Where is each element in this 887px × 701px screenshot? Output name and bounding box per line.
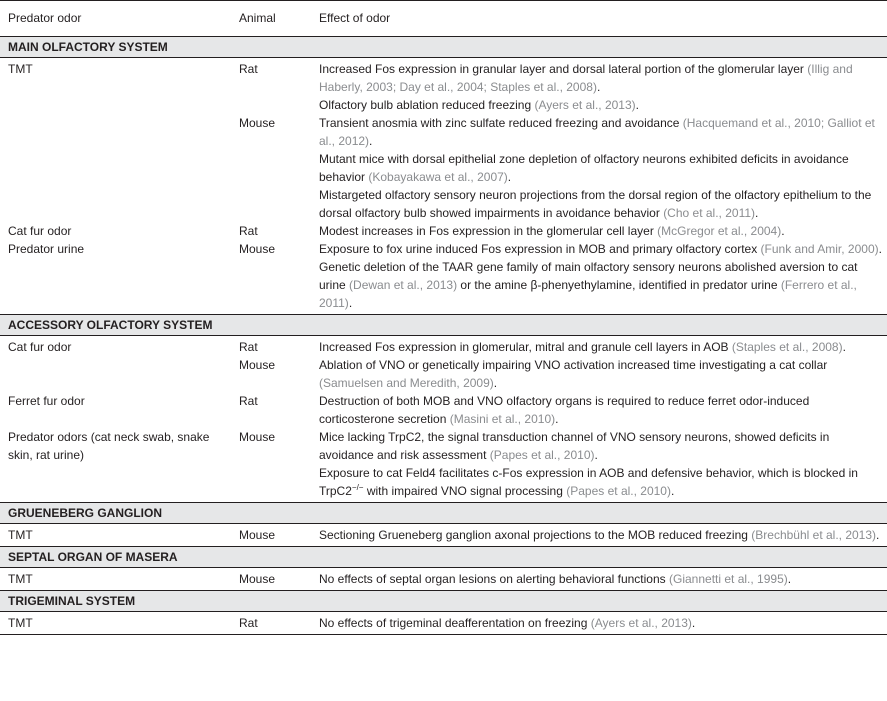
effect-text: . [348, 296, 353, 310]
header-animal: Animal [235, 1, 315, 37]
cell-predator-odor: Predator odors (cat neck swab, snake skin, rat urine) [8, 430, 210, 462]
cell-effect [315, 336, 887, 357]
citation: (Brechbühl et al., 2013) [751, 528, 877, 542]
cell-predator-odor: TMT [0, 612, 235, 635]
citation: (Hacquemand et al., 2010; Galliot et al., 2012) [319, 116, 875, 148]
genotype-superscript: −/− [351, 483, 364, 492]
table-row [0, 336, 887, 357]
table-body [0, 37, 887, 635]
effect-statement [319, 222, 883, 240]
effect-text: Mutant mice with dorsal epithelial zone depletion of olfactory neurons exhibited deficits in avoidance behavior [319, 152, 849, 184]
section-title: MAIN OLFACTORY SYSTEM [0, 37, 887, 58]
table-row [0, 58, 887, 115]
citation: (Ferrero et al., 2011) [319, 278, 857, 310]
effect-statement [319, 526, 883, 544]
citation: (Funk and Amir, 2000) [760, 242, 879, 256]
citation: (Giannetti et al., 1995) [669, 572, 788, 586]
citation: (Dewan et al., 2013) [349, 278, 458, 292]
cell-predator-odor: TMT [8, 62, 33, 76]
effect-statement [319, 96, 883, 114]
section-header-row [0, 37, 887, 58]
table-row [0, 240, 887, 315]
effect-statement [319, 150, 883, 186]
effect-statement [319, 60, 883, 96]
effect-statement [319, 186, 883, 222]
effect-statement [319, 356, 883, 392]
effect-text: . [493, 376, 498, 390]
effect-text: . [755, 206, 759, 220]
cell-animal: Mouse [239, 430, 276, 444]
table-row [0, 428, 887, 503]
citation: (Papes et al., 2010) [566, 484, 671, 498]
effect-text: . [781, 224, 785, 238]
cell-effect [315, 392, 887, 428]
effect-text: Increased Fos expression in glomerular, mitral and granule cell layers in AOB [319, 340, 732, 354]
effect-text: Transient anosmia with zinc sulfate reduced freezing and avoidance [319, 116, 683, 130]
cell-animal: Mouse [239, 572, 276, 586]
effect-text: . [691, 616, 696, 630]
table-row [0, 222, 887, 240]
cell-predator-odor: Ferret fur odor [8, 394, 85, 408]
cell-effect [315, 222, 887, 240]
section-header-row [0, 547, 887, 568]
citation: (Staples et al., 2008) [731, 340, 843, 354]
citation: (Papes et al., 2010) [489, 448, 595, 462]
cell-animal: Mouse [239, 358, 276, 372]
effect-text: . [878, 242, 882, 256]
cell-predator-odor: TMT [8, 572, 33, 586]
cell-predator-odor: Predator urine [8, 242, 85, 256]
citation: (McGregor et al., 2004) [657, 224, 782, 238]
cell-effect [315, 428, 887, 503]
cell-predator-odor: TMT [8, 528, 33, 542]
effect-text: Mistargeted olfactory sensory neuron projections from the dorsal region of the olfactory epithelium to the dorsal olfactory bulb showed impairments in avoidance behavior [319, 188, 872, 220]
cell-animal: Mouse [239, 116, 276, 130]
cell-predator-odor: Cat fur odor [8, 340, 72, 354]
cell-predator-odor: Cat fur odor [8, 224, 72, 238]
section-header-row [0, 591, 887, 612]
cell-animal: Rat [235, 612, 315, 635]
effect-statement [319, 614, 883, 632]
table-row [0, 568, 887, 591]
citation: (Masini et al., 2010) [449, 412, 556, 426]
effect-statement [319, 392, 883, 428]
table-row [0, 114, 887, 222]
citation: (Samuelsen and Meredith, 2009) [319, 376, 494, 390]
effect-text: . [670, 484, 675, 498]
citation: (Cho et al., 2011) [663, 206, 756, 220]
effect-text: with impaired VNO signal processing [363, 484, 567, 498]
effect-text: . [787, 572, 792, 586]
effect-text: . [876, 528, 880, 542]
cell-effect [315, 568, 887, 591]
effect-text: . [635, 98, 639, 112]
cell-animal: Rat [239, 224, 258, 238]
header-effect: Effect of odor [315, 1, 887, 37]
table-row [0, 356, 887, 392]
effect-text: . [842, 340, 846, 354]
effect-text: Olfactory bulb ablation reduced freezing [319, 98, 535, 112]
effect-text: or the amine β-phenyethylamine, identified in predator urine [457, 278, 781, 292]
citation: (Ayers et al., 2013) [534, 98, 636, 112]
effect-statement [319, 114, 883, 150]
effect-text: No effects of trigeminal deafferentation on freezing [319, 616, 591, 630]
cell-effect [315, 356, 887, 392]
cell-effect [315, 58, 887, 115]
cell-animal: Rat [239, 340, 258, 354]
effect-statement [319, 258, 883, 312]
section-title: ACCESSORY OLFACTORY SYSTEM [0, 315, 887, 336]
effect-statement [319, 570, 883, 588]
cell-predator-odor [0, 114, 235, 222]
section-header-row [0, 315, 887, 336]
effect-statement [319, 428, 883, 464]
effect-text: . [596, 80, 601, 94]
section-title: SEPTAL ORGAN OF MASERA [0, 547, 887, 568]
effect-text: . [507, 170, 512, 184]
cell-animal: Rat [239, 62, 258, 76]
effect-text: . [594, 448, 598, 462]
header-predator-odor: Predator odor [0, 1, 235, 37]
effect-text: Exposure to fox urine induced Fos expression in MOB and primary olfactory cortex [319, 242, 761, 256]
effect-statement [319, 338, 883, 356]
citation: (Kobayakawa et al., 2007) [368, 170, 508, 184]
citation: (Ayers et al., 2013) [590, 616, 692, 630]
effect-text: Increased Fos expression in granular layer and dorsal lateral portion of the glomerular layer [319, 62, 808, 76]
table-header-row [0, 1, 887, 37]
table-row [0, 612, 887, 635]
effect-statement [319, 464, 883, 500]
table-row [0, 392, 887, 428]
effect-text: . [369, 134, 373, 148]
cell-effect [315, 524, 887, 547]
citation: (Illig and Haberly, 2003; Day et al., 2004; Staples et al., 2008) [319, 62, 853, 94]
effect-text: Ablation of VNO or genetically impairing VNO activation increased time investigating a cat collar [319, 358, 828, 372]
cell-effect [315, 240, 887, 315]
cell-animal: Mouse [239, 242, 276, 256]
effect-text: Genetic deletion of the TAAR gene family of main olfactory sensory neurons abolished aversion to cat urine [319, 260, 858, 292]
cell-effect [315, 114, 887, 222]
effect-text: Modest increases in Fos expression in the glomerular cell layer [319, 224, 658, 238]
effect-text: Destruction of both MOB and VNO olfactory organs is required to reduce ferret odor-induced corticosterone secretion [319, 394, 810, 426]
table-row [0, 524, 887, 547]
cell-effect [315, 612, 887, 635]
cell-predator-odor [0, 356, 235, 392]
section-header-row [0, 503, 887, 524]
section-title: GRUENEBERG GANGLION [0, 503, 887, 524]
effect-text: Mice lacking TrpC2, the signal transduction channel of VNO sensory neurons, showed deficits in avoidance and risk assessment [319, 430, 830, 462]
effect-text: Sectioning Grueneberg ganglion axonal projections to the MOB reduced freezing [319, 528, 752, 542]
effect-text: Exposure to cat Feld4 facilitates c-Fos expression in AOB and defensive behavior, which is blocked in TrpC2 [319, 466, 858, 498]
cell-animal: Rat [239, 394, 258, 408]
cell-animal: Mouse [239, 528, 276, 542]
effect-text: No effects of septal organ lesions on alerting behavioral functions [319, 572, 669, 586]
effect-statement [319, 240, 883, 258]
section-title: TRIGEMINAL SYSTEM [0, 591, 887, 612]
effect-text: . [555, 412, 559, 426]
